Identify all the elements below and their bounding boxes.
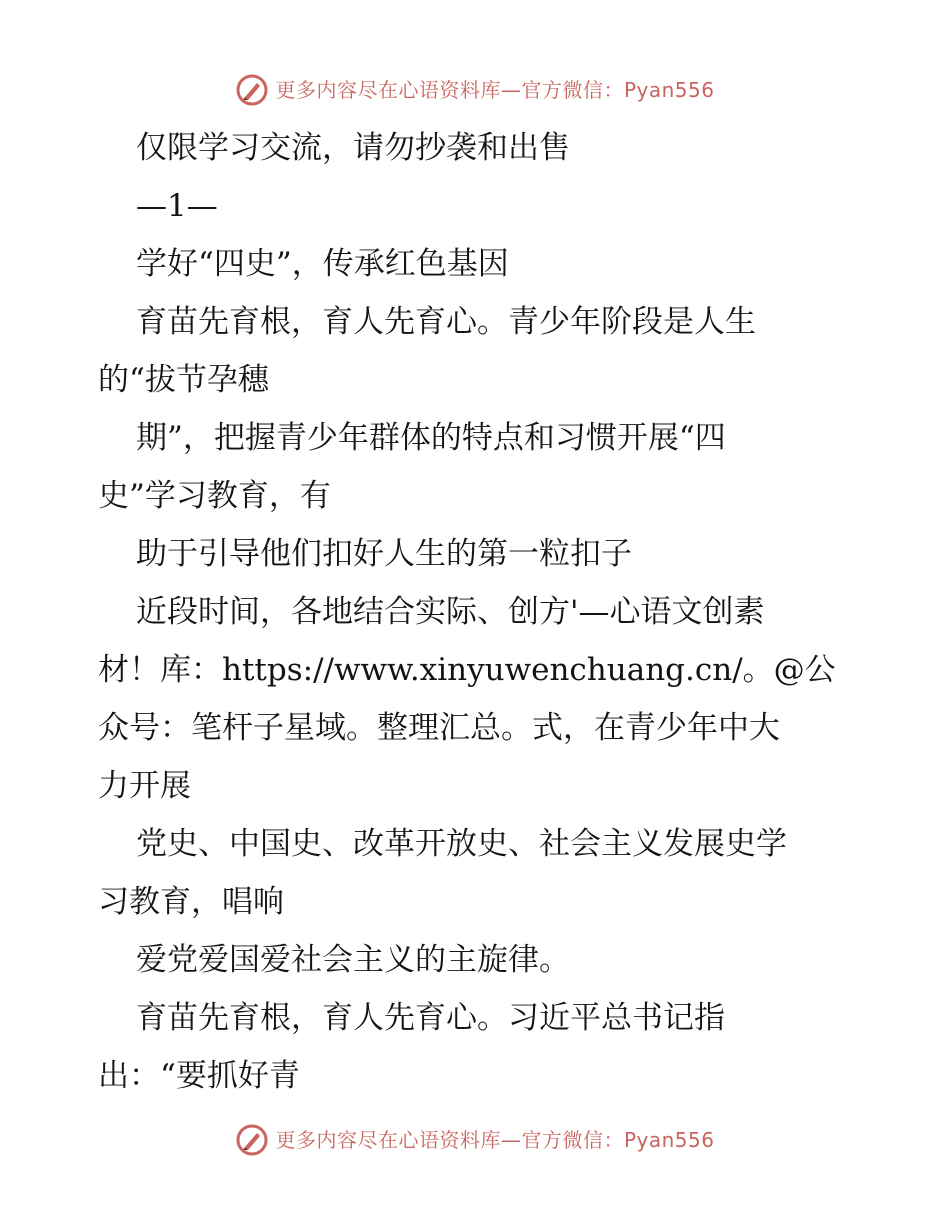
- body-line: 爱党爱国爱社会主义的主旋律。: [136, 942, 570, 978]
- body-line: 习教育，唱响: [98, 884, 284, 920]
- watermark-text: 更多内容尽在心语资料库—官方微信：Pyan556: [275, 1128, 715, 1152]
- body-line: 党史、中国史、改革开放史、社会主义发展史学: [136, 826, 787, 862]
- section-title: 学好“四史”，传承红色基因: [136, 246, 509, 282]
- url-line: 材！库：https://www.xinyuwenchuang.cn/。@公: [98, 652, 836, 688]
- body-line: 出：“要抓好青: [98, 1058, 300, 1094]
- footer-watermark: [0, 1120, 950, 1160]
- body-line: 育苗先育根，育人先育心。青少年阶段是人生: [136, 304, 756, 340]
- watermark-text: 更多内容尽在心语资料库—官方微信：Pyan556: [275, 78, 715, 102]
- body-line: 力开展: [98, 768, 191, 804]
- body-line: 仅限学习交流，请勿抄袭和出售: [136, 130, 570, 166]
- body-line: 的“拔节孕穗: [98, 362, 269, 398]
- body-line: 众号：笔杆子星域。整理汇总。式，在青少年中大: [98, 710, 780, 746]
- body-line: 近段时间，各地结合实际、创方'—心语文创素: [136, 594, 765, 630]
- pen-logo-icon: [235, 1123, 269, 1157]
- page-number-line: —1—: [136, 188, 218, 224]
- body-line: 期”，把握青少年群体的特点和习惯开展“四: [136, 420, 726, 456]
- body-line: 史”学习教育，有: [98, 478, 331, 514]
- body-line: 育苗先育根，育人先育心。习近平总书记指: [136, 1000, 725, 1036]
- body-line: 助于引导他们扣好人生的第一粒扣子: [136, 536, 632, 572]
